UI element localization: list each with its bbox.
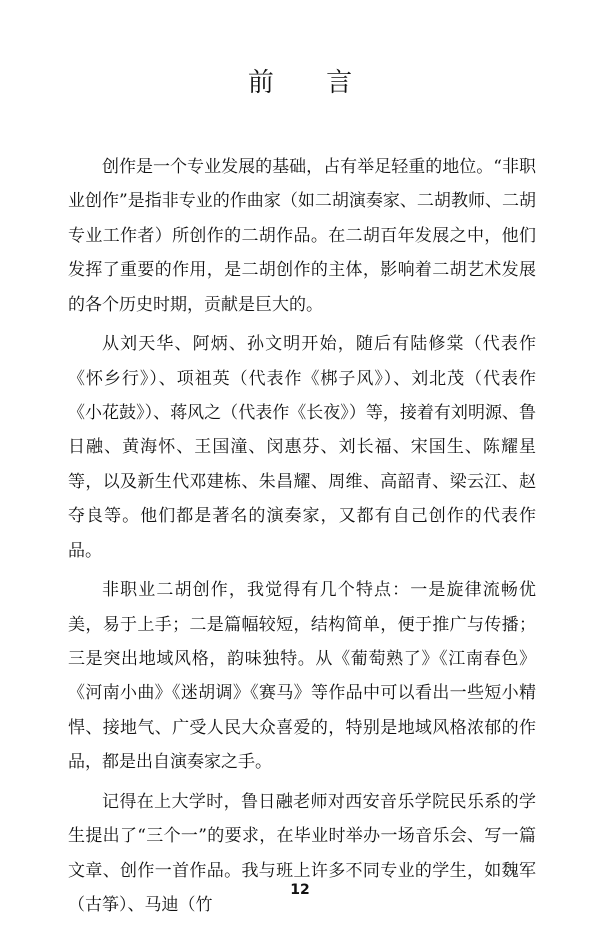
paragraph: 非职业二胡创作，我觉得有几个特点：一是旋律流畅优美，易于上手；二是篇幅较短，结构简单，便于推广与传播；三是突出地域风格，韵味独特。从《葡萄熟了》《江南春色》《河南小曲》《迷胡调》《赛马》等作品中可以看出一些短小精悍、接地气、广受人民大众喜爱的，特别是地域风格浓郁的作品，都是出自演奏家之手。 bbox=[68, 580, 536, 773]
page-number: 12 bbox=[290, 882, 310, 898]
page-title: 前 言 bbox=[247, 68, 375, 98]
paragraph: 记得在上大学时，鲁日融老师对西安音乐学院民乐系的学生提出了“三个一”的要求，在毕业时举办一场音乐会、写一篇文章、创作一首作品。我与班上许多不同专业的学生，如魏军（古筝）、马迪（竹 bbox=[68, 791, 536, 916]
paragraph: 创作是一个专业发展的基础，占有举足轻重的地位。“非职业创作”是指非专业的作曲家（如二胡演奏家、二胡教师、二胡专业工作者）所创作的二胡作品。在二胡百年发展之中，他们发挥了重要的作用，是二胡创作的主体，影响着二胡艺术发展的各个历史时期，贡献是巨大的。 bbox=[68, 157, 536, 315]
body-text bbox=[68, 150, 536, 928]
paragraph: 从刘天华、阿炳、孙文明开始，随后有陆修棠（代表作《怀乡行》）、项祖英（代表作《梆子风》）、刘北茂（代表作《小花鼓》）、蒋风之（代表作《长夜》）等，接着有刘明源、鲁日融、黄海怀、王国潼、闵惠芬、刘长福、宋国生、陈耀星等，以及新生代邓建栋、朱昌耀、周维、高韶青、梁云江、赵夺良等。他们都是著名的演奏家，又都有自己创作的代表作品。 bbox=[68, 334, 536, 561]
